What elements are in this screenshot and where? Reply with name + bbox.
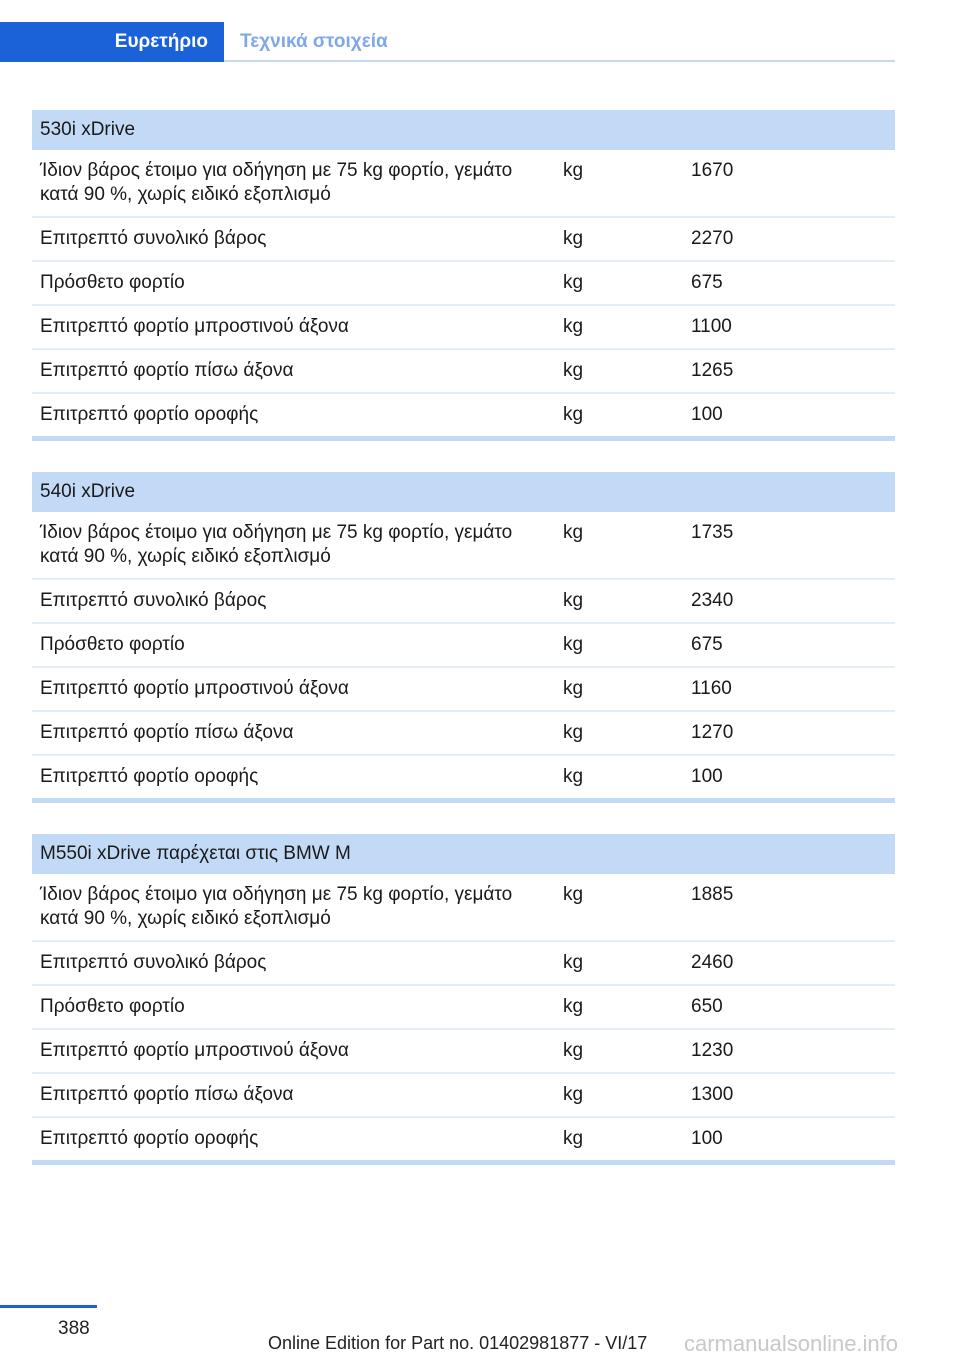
row-unit: kg — [555, 623, 683, 667]
row-unit: kg — [555, 393, 683, 439]
row-value: 1230 — [683, 1029, 895, 1073]
row-label: Επιτρεπτό φορτίο οροφής — [32, 755, 555, 801]
row-label: Επιτρεπτό συνολικό βάρος — [32, 941, 555, 985]
tab-index[interactable]: Ευρετήριο — [0, 22, 224, 62]
row-label: Ίδιον βάρος έτοιμο για οδήγηση με 75 kg φορτίο, γεμάτο κατά 90 %, χωρίς ειδικό εξοπλισμό — [32, 150, 555, 217]
row-label: Επιτρεπτό φορτίο οροφής — [32, 1117, 555, 1163]
row-unit: kg — [555, 512, 683, 579]
top-navigation — [0, 22, 895, 62]
row-unit: kg — [555, 150, 683, 217]
row-label: Πρόσθετο φορτίο — [32, 985, 555, 1029]
row-unit: kg — [555, 1029, 683, 1073]
spec-table-540i — [32, 472, 895, 803]
row-label: Ίδιον βάρος έτοιμο για οδήγηση με 75 kg φορτίο, γεμάτο κατά 90 %, χωρίς ειδικό εξοπλισμό — [32, 512, 555, 579]
row-value: 675 — [683, 261, 895, 305]
row-value: 1885 — [683, 874, 895, 941]
row-value: 2270 — [683, 217, 895, 261]
row-value: 1735 — [683, 512, 895, 579]
table-row — [32, 941, 895, 985]
table-row — [32, 579, 895, 623]
row-unit: kg — [555, 667, 683, 711]
table-row — [32, 150, 895, 217]
table-row — [32, 1117, 895, 1163]
row-value: 2460 — [683, 941, 895, 985]
row-value: 1265 — [683, 349, 895, 393]
specifications-content — [32, 110, 895, 1165]
row-label: Επιτρεπτό φορτίο μπροστινού άξονα — [32, 305, 555, 349]
row-label: Επιτρεπτό φορτίο μπροστινού άξονα — [32, 667, 555, 711]
tab-technical-data[interactable]: Τεχνικά στοιχεία — [240, 31, 388, 52]
row-value: 1670 — [683, 150, 895, 217]
table-row — [32, 985, 895, 1029]
row-unit: kg — [555, 305, 683, 349]
table-row — [32, 217, 895, 261]
row-label: Πρόσθετο φορτίο — [32, 261, 555, 305]
footer-accent-line — [0, 1305, 97, 1308]
row-value: 1160 — [683, 667, 895, 711]
row-label: Πρόσθετο φορτίο — [32, 623, 555, 667]
row-value: 100 — [683, 1117, 895, 1163]
row-label: Επιτρεπτό φορτίο πίσω άξονα — [32, 349, 555, 393]
table-row — [32, 755, 895, 801]
table-row — [32, 393, 895, 439]
table-row — [32, 349, 895, 393]
row-unit: kg — [555, 941, 683, 985]
row-unit: kg — [555, 1117, 683, 1163]
section-title: 540i xDrive — [32, 472, 895, 512]
spec-table-m550i — [32, 834, 895, 1165]
table-row — [32, 1073, 895, 1117]
row-unit: kg — [555, 579, 683, 623]
table-row — [32, 711, 895, 755]
row-label: Επιτρεπτό συνολικό βάρος — [32, 579, 555, 623]
row-label: Επιτρεπτό φορτίο πίσω άξονα — [32, 711, 555, 755]
table-row — [32, 305, 895, 349]
row-label: Επιτρεπτό συνολικό βάρος — [32, 217, 555, 261]
watermark: carmanualsonline.info — [684, 1331, 899, 1356]
row-value: 2340 — [683, 579, 895, 623]
table-row — [32, 667, 895, 711]
row-value: 100 — [683, 755, 895, 801]
spec-table-530i — [32, 110, 895, 441]
table-row — [32, 1029, 895, 1073]
header-divider — [224, 60, 895, 62]
row-label: Επιτρεπτό φορτίο πίσω άξονα — [32, 1073, 555, 1117]
row-value: 1300 — [683, 1073, 895, 1117]
row-unit: kg — [555, 985, 683, 1029]
row-unit: kg — [555, 711, 683, 755]
row-label: Επιτρεπτό φορτίο οροφής — [32, 393, 555, 439]
section-title: M550i xDrive παρέχεται στις BMW M — [32, 834, 895, 874]
row-label: Επιτρεπτό φορτίο μπροστινού άξονα — [32, 1029, 555, 1073]
table-row — [32, 261, 895, 305]
table-row — [32, 512, 895, 579]
edition-info: Online Edition for Part no. 01402981877 - VI/17 — [268, 1333, 648, 1353]
row-unit: kg — [555, 1073, 683, 1117]
section-title: 530i xDrive — [32, 110, 895, 150]
table-row — [32, 623, 895, 667]
row-value: 1100 — [683, 305, 895, 349]
row-unit: kg — [555, 261, 683, 305]
row-value: 100 — [683, 393, 895, 439]
row-value: 1270 — [683, 711, 895, 755]
row-unit: kg — [555, 349, 683, 393]
row-unit: kg — [555, 874, 683, 941]
row-value: 650 — [683, 985, 895, 1029]
row-unit: kg — [555, 755, 683, 801]
row-value: 675 — [683, 623, 895, 667]
row-unit: kg — [555, 217, 683, 261]
page-number: 388 — [58, 1318, 90, 1339]
row-label: Ίδιον βάρος έτοιμο για οδήγηση με 75 kg φορτίο, γεμάτο κατά 90 %, χωρίς ειδικό εξοπλισμό — [32, 874, 555, 941]
table-row — [32, 874, 895, 941]
